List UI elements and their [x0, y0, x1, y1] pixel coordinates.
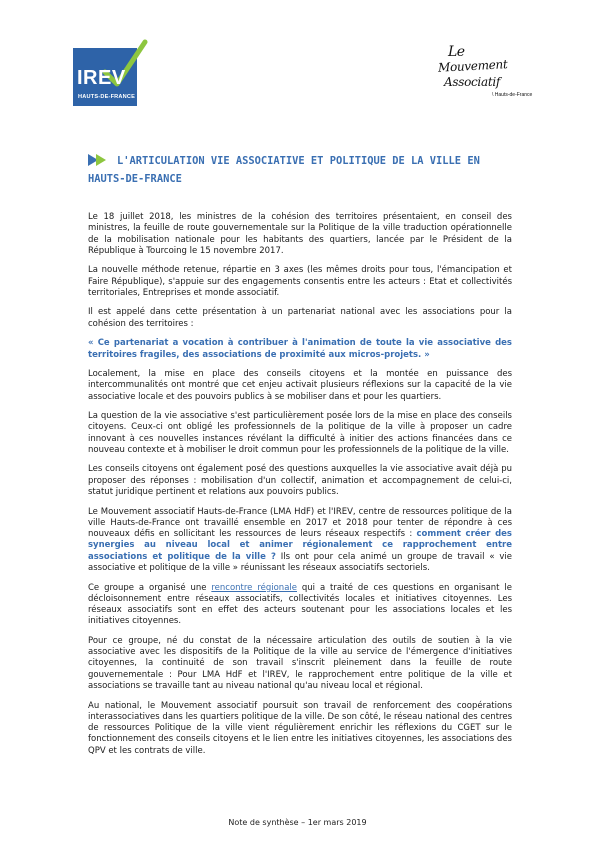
mouvement-associatif-logo — [436, 44, 536, 110]
lma-logo-region: \ Hauts-de-France — [492, 92, 533, 98]
irev-logo-subtitle: HAUTS-DE-FRANCE — [78, 94, 136, 100]
paragraph-text: Le Mouvement associatif Hauts-de-France (LMA HdF) et l'IREV, centre de ressources politique de la ville Hauts-de-France ont travaillé ensemble en 2017 et 2018 pour tenter de répondre à ces nouveaux défis en sollicitant les ressources de leurs réseaux respectifs : — [88, 506, 512, 540]
paragraph — [88, 583, 512, 628]
rencontre-regionale-link[interactable]: rencontre régionale — [211, 582, 297, 593]
highlighted-question: comment créer des synergies au niveau local et animer régionalement ce rapprochement entre associations et politique de la ville ? — [88, 529, 512, 562]
irev-logo-name: IREV — [77, 67, 126, 89]
paragraph-text: qui a traité de ces questions en organisant le décloisonnement entre réseaux associatifs, collectivités locales et initiatives citoyennes. Les réseaux associatifs sont en effet des acteurs soutenant pour les associations locales et les initiatives citoyennes. — [88, 582, 512, 627]
double-arrow-icon — [88, 154, 110, 166]
document-body — [88, 212, 512, 765]
paragraph: Le 18 juillet 2018, les ministres de la cohésion des territoires présentaient, en conseil des ministres, la feuille de route gouvernementale sur la Politique de la ville traduction opérationnelle de la mobilisation nationale pour les habitants des quartiers, lancée par le Président de la République à Tourcoing le 15 novembre 2017. — [88, 212, 512, 256]
highlighted-quote: « Ce partenariat a vocation à contribuer à l'animation de toute la vie associative des territoires fragiles, des associations de proximité aux micros-projets. » — [88, 338, 512, 360]
paragraph-text: Ce groupe a organisé une — [88, 582, 212, 593]
lma-logo-line2: Mouvement — [437, 57, 508, 75]
paragraph: Il est appelé dans cette présentation à un partenariat national avec les associations pour la cohésion des territoires : — [88, 307, 512, 329]
page-title-line1: L'ARTICULATION VIE ASSOCIATIVE ET POLITIQUE DE LA VILLE EN — [117, 155, 480, 167]
paragraph: La nouvelle méthode retenue, répartie en 3 axes (les mêmes droits pour tous, l'émancipation et Faire République), s'appuie sur des engagements consentis entre les acteurs : Etat et collectivités territoriales, Entreprises et monde associatif. — [88, 265, 512, 298]
page-title — [88, 152, 522, 188]
page-footer: Note de synthèse – 1er mars 2019 — [228, 818, 367, 827]
irev-logo — [73, 38, 149, 106]
lma-logo-line3: Associatif — [444, 75, 501, 89]
paragraph: Localement, la mise en place des conseils citoyens et la montée en puissance des intercommunalités ont montré que cet enjeu activait plusieurs réflexions sur la capacité de la vie associative locale et des pouvoirs publics à se mobiliser dans et pour les quartiers. — [88, 369, 512, 402]
paragraph — [88, 507, 512, 575]
lma-logo-line1: Le — [448, 44, 465, 60]
paragraph: Au national, le Mouvement associatif poursuit son travail de renforcement des coopérations interassociatives dans les quartiers politique de la ville. De son côté, le réseau national des centres de ressources Politique de la ville vient régulièrement enrichir les réflexions du CGET sur le fonctionnement des conseils citoyens et le lien entre les initiatives citoyennes, les associations des QPV et les contrats de ville. — [88, 700, 512, 756]
page-title-line2: HAUTS-DE-FRANCE — [88, 173, 182, 185]
paragraph: Les conseils citoyens ont également posé des questions auxquelles la vie associative avait déjà pu proposer des réponses : mobilisation d'un collectif, animation et accompagnement de celui-ci, statut juridique pertinent et relations aux pouvoirs publics. — [88, 464, 512, 498]
paragraph: La question de la vie associative s'est particulièrement posée lors de la mise en place des conseils citoyens. Ceux-ci ont obligé les professionnels de la politique de la ville à proposer un cadre innovant à ces nouvelles instances révélant la difficulté à initier des actions financées dans ce nouveau contexte et à mobiliser le droit commun pour les professionnels de la politique de la ville. — [88, 411, 512, 455]
paragraph-text: Ils ont pour cela animé un groupe de travail « vie associative et politique de la ville » réunissant les réseaux associatifs sectoriels. — [88, 551, 513, 574]
paragraph: Pour ce groupe, né du constat de la nécessaire articulation des outils de soutien à la vie associative avec les dispositifs de la Politique de la ville au service de l'émergence d'initiatives citoyennes, la continuité de son travail s'inscrit pleinement dans la feuille de route gouvernementale : Pour LMA HdF et l'IREV, le rapprochement entre politique de la ville et associations se travaille tant au niveau national qu'au niveau local et régional. — [88, 635, 512, 692]
